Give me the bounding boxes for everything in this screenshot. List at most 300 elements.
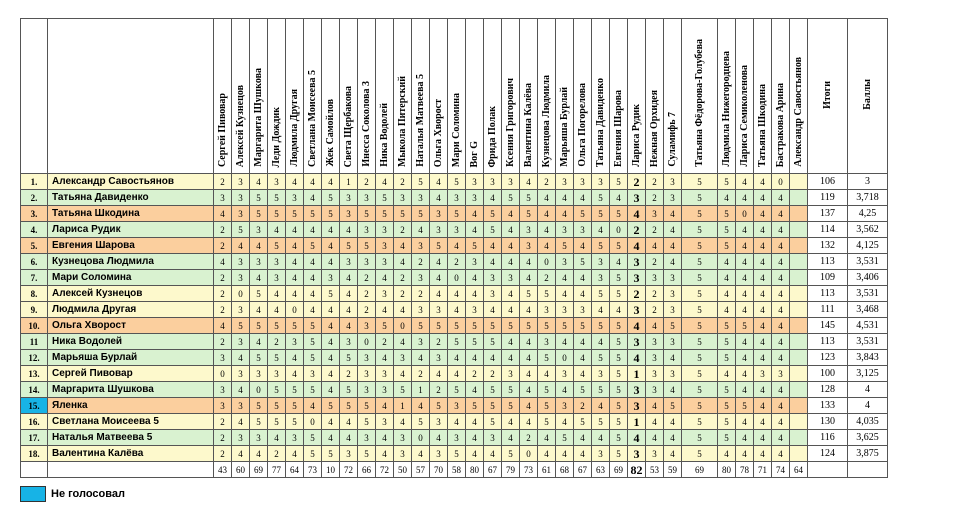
score-cell: 2 xyxy=(358,302,376,318)
score-cell: 4 xyxy=(484,190,502,206)
score-cell: 5 xyxy=(682,206,718,222)
score-cell: 3 xyxy=(574,174,592,190)
score-cell: 4 xyxy=(304,398,322,414)
score-cell: 5 xyxy=(538,398,556,414)
score-cell: 4 xyxy=(754,254,772,270)
score-cell: 4 xyxy=(664,430,682,446)
score-cell: 3 xyxy=(376,414,394,430)
score-cell: 5 xyxy=(232,318,250,334)
score-cell: 3 xyxy=(430,222,448,238)
score-cell: 4 xyxy=(502,206,520,222)
score-cell: 5 xyxy=(448,446,466,462)
score-cell: 2 xyxy=(646,286,664,302)
score-cell: 4 xyxy=(664,238,682,254)
column-sum: 64 xyxy=(790,462,808,478)
voter-header xyxy=(556,19,574,174)
score-cell: 4 xyxy=(340,430,358,446)
row-total: 113 xyxy=(808,334,848,350)
score-cell: 4 xyxy=(718,366,736,382)
score-cell: 5 xyxy=(610,334,628,350)
score-cell: 4 xyxy=(664,350,682,366)
score-cell: 4 xyxy=(520,254,538,270)
table-row xyxy=(21,414,888,430)
score-cell: 4 xyxy=(304,302,322,318)
score-cell: 4 xyxy=(394,254,412,270)
voter-header xyxy=(340,19,358,174)
score-cell: 4 xyxy=(250,334,268,350)
score-cell: 5 xyxy=(502,398,520,414)
score-cell: 5 xyxy=(592,350,610,366)
score-cell: 3 xyxy=(646,350,664,366)
score-cell: 3 xyxy=(646,446,664,462)
score-cell: 5 xyxy=(484,414,502,430)
score-cell: 4 xyxy=(754,206,772,222)
participant-name: Яленка xyxy=(48,398,214,414)
total-header xyxy=(808,19,848,174)
score-cell: 4 xyxy=(592,222,610,238)
score-cell: 3 xyxy=(250,254,268,270)
score-cell: 3 xyxy=(628,446,646,462)
score-cell: 5 xyxy=(268,190,286,206)
score-cell: 4 xyxy=(250,174,268,190)
voter-name: Мари Соломина xyxy=(450,92,462,167)
score-cell: 3 xyxy=(250,222,268,238)
score-cell: 3 xyxy=(232,302,250,318)
sum-row xyxy=(21,462,888,478)
column-sum: 57 xyxy=(412,462,430,478)
column-sum: 82 xyxy=(628,462,646,478)
score-cell: 4 xyxy=(250,446,268,462)
row-total: 114 xyxy=(808,222,848,238)
legend-swatch xyxy=(20,486,46,502)
voter-header xyxy=(520,19,538,174)
score-cell: 3 xyxy=(376,254,394,270)
score-cell: 3 xyxy=(376,366,394,382)
voter-header xyxy=(646,19,664,174)
score-cell: 5 xyxy=(250,398,268,414)
score-cell: 4 xyxy=(772,302,790,318)
score-cell: 4 xyxy=(538,430,556,446)
score-cell: 4 xyxy=(340,286,358,302)
score-cell: 3 xyxy=(358,430,376,446)
score-cell: 5 xyxy=(502,190,520,206)
score-cell: 3 xyxy=(520,238,538,254)
score-cell: 0 xyxy=(736,206,754,222)
voter-name: Евгения Шарова xyxy=(612,89,624,167)
score-cell: 4 xyxy=(376,302,394,318)
score-cell: 5 xyxy=(682,286,718,302)
score-cell: 4 xyxy=(772,222,790,238)
score-cell: 5 xyxy=(286,414,304,430)
score-cell: 3 xyxy=(340,206,358,222)
score-cell: 4 xyxy=(484,350,502,366)
score-cell: 5 xyxy=(502,446,520,462)
score-cell: 4 xyxy=(502,334,520,350)
score-cell: 4 xyxy=(466,414,484,430)
table-row xyxy=(21,430,888,446)
voter-header xyxy=(430,19,448,174)
score-cell: 4 xyxy=(718,254,736,270)
score-cell: 1 xyxy=(628,414,646,430)
score-cell: 4 xyxy=(304,286,322,302)
score-cell xyxy=(790,270,808,286)
row-number: 1. xyxy=(21,174,48,190)
score-cell: 5 xyxy=(664,318,682,334)
score-cell: 5 xyxy=(250,414,268,430)
table-row xyxy=(21,254,888,270)
score-cell: 3 xyxy=(286,334,304,350)
score-cell: 4 xyxy=(448,350,466,366)
voter-header xyxy=(484,19,502,174)
score-cell: 5 xyxy=(376,206,394,222)
participant-name: Кузнецова Людмила xyxy=(48,254,214,270)
score-cell: 4 xyxy=(736,222,754,238)
score-cell: 5 xyxy=(682,238,718,254)
score-cell: 5 xyxy=(376,190,394,206)
row-points: 4 xyxy=(848,398,888,414)
score-cell: 4 xyxy=(556,414,574,430)
score-cell xyxy=(790,222,808,238)
score-cell: 5 xyxy=(718,430,736,446)
score-cell: 2 xyxy=(214,446,232,462)
row-total: 123 xyxy=(808,350,848,366)
row-number: 17. xyxy=(21,430,48,446)
score-cell: 2 xyxy=(394,286,412,302)
score-cell: 3 xyxy=(484,174,502,190)
column-sum: 79 xyxy=(502,462,520,478)
sum-blank xyxy=(808,462,848,478)
score-cell: 5 xyxy=(358,446,376,462)
column-sum: 71 xyxy=(754,462,772,478)
score-cell: 4 xyxy=(538,206,556,222)
score-cell: 4 xyxy=(736,414,754,430)
score-cell: 3 xyxy=(358,254,376,270)
score-cell: 3 xyxy=(250,366,268,382)
row-points: 3,531 xyxy=(848,254,888,270)
score-cell: 4 xyxy=(772,254,790,270)
score-cell: 4 xyxy=(592,430,610,446)
score-cell: 2 xyxy=(430,334,448,350)
row-points: 3,406 xyxy=(848,270,888,286)
score-cell: 3 xyxy=(646,382,664,398)
score-cell: 4 xyxy=(394,238,412,254)
voter-name: Татьяна Шкодина xyxy=(756,84,768,167)
score-cell: 4 xyxy=(268,302,286,318)
score-cell: 4 xyxy=(430,430,448,446)
score-cell: 5 xyxy=(574,318,592,334)
score-cell: 2 xyxy=(646,190,664,206)
score-cell: 5 xyxy=(358,238,376,254)
score-cell xyxy=(790,334,808,350)
score-cell: 4 xyxy=(574,270,592,286)
voter-name: Татьяна Фёдорова-Голубева xyxy=(693,39,705,167)
score-cell: 3 xyxy=(340,446,358,462)
score-cell: 4 xyxy=(250,302,268,318)
score-cell: 3 xyxy=(376,222,394,238)
score-cell: 2 xyxy=(394,174,412,190)
score-cell: 5 xyxy=(484,334,502,350)
score-cell: 4 xyxy=(466,382,484,398)
voter-name: Жек Самойлов xyxy=(324,99,336,167)
header-row xyxy=(21,19,888,174)
score-cell: 5 xyxy=(304,238,322,254)
column-sum: 72 xyxy=(376,462,394,478)
score-cell: 4 xyxy=(484,254,502,270)
score-cell: 4 xyxy=(574,238,592,254)
score-cell: 4 xyxy=(394,302,412,318)
score-cell: 4 xyxy=(538,190,556,206)
score-cell: 4 xyxy=(556,190,574,206)
row-total: 113 xyxy=(808,286,848,302)
score-cell: 3 xyxy=(538,334,556,350)
participant-name: Александр Савостьянов xyxy=(48,174,214,190)
score-cell: 4 xyxy=(628,238,646,254)
score-cell: 5 xyxy=(322,286,340,302)
score-cell: 4 xyxy=(646,398,664,414)
score-cell: 4 xyxy=(394,414,412,430)
participant-name: Лариса Рудик xyxy=(48,222,214,238)
score-cell: 5 xyxy=(610,174,628,190)
score-cell: 4 xyxy=(322,382,340,398)
score-cell: 5 xyxy=(484,222,502,238)
score-cell: 4 xyxy=(754,334,772,350)
score-cell: 5 xyxy=(592,190,610,206)
column-sum: 53 xyxy=(646,462,664,478)
score-cell: 4 xyxy=(538,222,556,238)
score-cell: 4 xyxy=(574,350,592,366)
score-cell: 4 xyxy=(754,302,772,318)
row-number: 14. xyxy=(21,382,48,398)
score-cell: 5 xyxy=(268,398,286,414)
score-cell: 5 xyxy=(412,206,430,222)
row-number: 6. xyxy=(21,254,48,270)
score-cell: 5 xyxy=(682,382,718,398)
score-cell: 5 xyxy=(286,318,304,334)
score-cell xyxy=(790,446,808,462)
row-total: 109 xyxy=(808,270,848,286)
score-cell: 3 xyxy=(430,414,448,430)
score-cell: 4 xyxy=(736,334,754,350)
score-cell: 5 xyxy=(574,382,592,398)
participant-name: Маргарита Шушкова xyxy=(48,382,214,398)
score-cell xyxy=(790,430,808,446)
sum-blank xyxy=(48,462,214,478)
score-cell: 4 xyxy=(286,366,304,382)
score-cell: 4 xyxy=(502,286,520,302)
score-cell: 4 xyxy=(736,238,754,254)
score-cell: 3 xyxy=(592,174,610,190)
score-cell: 3 xyxy=(502,366,520,382)
score-cell: 4 xyxy=(232,382,250,398)
participant-name: Ольга Хворост xyxy=(48,318,214,334)
score-cell: 3 xyxy=(466,190,484,206)
score-cell: 5 xyxy=(394,206,412,222)
score-cell: 4 xyxy=(538,238,556,254)
score-cell: 4 xyxy=(448,286,466,302)
voter-name: Ольга Погорелова xyxy=(576,83,588,167)
score-cell: 4 xyxy=(772,446,790,462)
score-cell: 5 xyxy=(376,318,394,334)
participant-name: Валентина Калёва xyxy=(48,446,214,462)
score-cell: 3 xyxy=(628,254,646,270)
voter-header xyxy=(610,19,628,174)
score-cell: 5 xyxy=(484,398,502,414)
score-cell: 2 xyxy=(430,382,448,398)
score-cell: 5 xyxy=(412,174,430,190)
score-cell: 5 xyxy=(448,334,466,350)
row-total: 111 xyxy=(808,302,848,318)
score-cell: 5 xyxy=(448,174,466,190)
score-cell: 4 xyxy=(340,222,358,238)
row-number: 5. xyxy=(21,238,48,254)
score-cell: 4 xyxy=(556,382,574,398)
score-cell: 2 xyxy=(214,238,232,254)
score-cell: 4 xyxy=(322,238,340,254)
score-cell: 4 xyxy=(646,238,664,254)
voter-name: Бастракова Арина xyxy=(774,82,786,167)
score-cell: 2 xyxy=(214,174,232,190)
row-total: 132 xyxy=(808,238,848,254)
voter-header xyxy=(682,19,718,174)
score-cell: 5 xyxy=(718,334,736,350)
score-cell: 2 xyxy=(628,174,646,190)
score-cell: 1 xyxy=(412,382,430,398)
score-cell: 3 xyxy=(574,302,592,318)
score-cell: 4 xyxy=(286,286,304,302)
voter-header xyxy=(718,19,736,174)
score-cell: 4 xyxy=(754,270,772,286)
score-cell: 4 xyxy=(304,174,322,190)
score-cell: 3 xyxy=(358,222,376,238)
score-cell: 3 xyxy=(232,366,250,382)
score-cell: 2 xyxy=(358,286,376,302)
participant-name: Наталья Матвеева 5 xyxy=(48,430,214,446)
score-cell: 2 xyxy=(358,174,376,190)
score-cell: 2 xyxy=(376,334,394,350)
score-cell: 4 xyxy=(772,382,790,398)
score-cell: 3 xyxy=(394,446,412,462)
score-cell: 4 xyxy=(448,238,466,254)
score-cell: 5 xyxy=(592,318,610,334)
score-cell: 2 xyxy=(412,254,430,270)
score-cell: 2 xyxy=(214,286,232,302)
score-cell: 3 xyxy=(556,366,574,382)
score-cell: 3 xyxy=(664,174,682,190)
score-cell: 4 xyxy=(736,254,754,270)
row-total: 133 xyxy=(808,398,848,414)
score-cell: 5 xyxy=(304,206,322,222)
score-cell: 4 xyxy=(448,366,466,382)
score-cell: 4 xyxy=(664,414,682,430)
score-cell: 3 xyxy=(232,190,250,206)
score-cell: 3 xyxy=(214,382,232,398)
score-cell: 3 xyxy=(232,174,250,190)
row-number: 8. xyxy=(21,286,48,302)
column-sum: 68 xyxy=(556,462,574,478)
table-row xyxy=(21,318,888,334)
score-cell: 5 xyxy=(682,222,718,238)
score-cell: 5 xyxy=(610,286,628,302)
voter-header xyxy=(790,19,808,174)
score-cell: 5 xyxy=(250,190,268,206)
table-row xyxy=(21,382,888,398)
voter-header xyxy=(268,19,286,174)
score-cell: 4 xyxy=(268,222,286,238)
score-cell: 4 xyxy=(484,302,502,318)
score-cell: 5 xyxy=(484,206,502,222)
score-cell: 4 xyxy=(376,350,394,366)
row-points: 3,843 xyxy=(848,350,888,366)
score-cell: 4 xyxy=(718,286,736,302)
voter-name: Алексей Кузнецов xyxy=(234,84,246,167)
score-cell: 4 xyxy=(340,270,358,286)
score-cell: 3 xyxy=(340,190,358,206)
column-sum: 50 xyxy=(394,462,412,478)
score-cell: 4 xyxy=(520,382,538,398)
score-cell: 5 xyxy=(682,366,718,382)
row-total: 113 xyxy=(808,254,848,270)
score-cell: 4 xyxy=(664,206,682,222)
score-cell: 4 xyxy=(628,206,646,222)
score-cell: 5 xyxy=(574,414,592,430)
score-cell: 4 xyxy=(340,414,358,430)
score-cell: 5 xyxy=(610,430,628,446)
score-cell: 5 xyxy=(592,238,610,254)
score-cell: 3 xyxy=(628,398,646,414)
score-cell: 5 xyxy=(250,206,268,222)
score-cell: 5 xyxy=(610,398,628,414)
score-cell: 5 xyxy=(268,318,286,334)
score-cell: 4 xyxy=(520,270,538,286)
score-cell: 3 xyxy=(394,190,412,206)
score-cell: 3 xyxy=(214,190,232,206)
score-cell: 4 xyxy=(322,366,340,382)
score-cell: 5 xyxy=(448,206,466,222)
row-points: 3,531 xyxy=(848,286,888,302)
score-cell: 2 xyxy=(214,414,232,430)
score-cell: 4 xyxy=(250,238,268,254)
score-cell: 4 xyxy=(412,446,430,462)
score-cell: 3 xyxy=(214,398,232,414)
score-cell: 3 xyxy=(592,446,610,462)
score-cell: 3 xyxy=(556,398,574,414)
score-cell: 5 xyxy=(304,382,322,398)
score-cell: 4 xyxy=(736,190,754,206)
score-cell: 5 xyxy=(340,382,358,398)
voter-name: Мыкола Питерский xyxy=(396,75,408,167)
table-row xyxy=(21,270,888,286)
score-cell: 4 xyxy=(430,254,448,270)
score-cell: 0 xyxy=(520,446,538,462)
participant-name: Марьяша Бурлай xyxy=(48,350,214,366)
score-cell: 3 xyxy=(466,302,484,318)
row-points: 4 xyxy=(848,382,888,398)
participant-name: Татьяна Шкодина xyxy=(48,206,214,222)
score-cell: 5 xyxy=(682,270,718,286)
column-sum: 69 xyxy=(682,462,718,478)
table-row xyxy=(21,174,888,190)
score-cell: 3 xyxy=(358,350,376,366)
score-cell: 5 xyxy=(538,318,556,334)
voter-name: Лариса Рудик xyxy=(630,104,642,167)
score-cell: 4 xyxy=(520,174,538,190)
row-points: 4,25 xyxy=(848,206,888,222)
score-cell xyxy=(790,398,808,414)
score-cell: 2 xyxy=(412,286,430,302)
score-cell: 3 xyxy=(268,366,286,382)
score-cell: 5 xyxy=(304,446,322,462)
score-cell: 3 xyxy=(358,190,376,206)
